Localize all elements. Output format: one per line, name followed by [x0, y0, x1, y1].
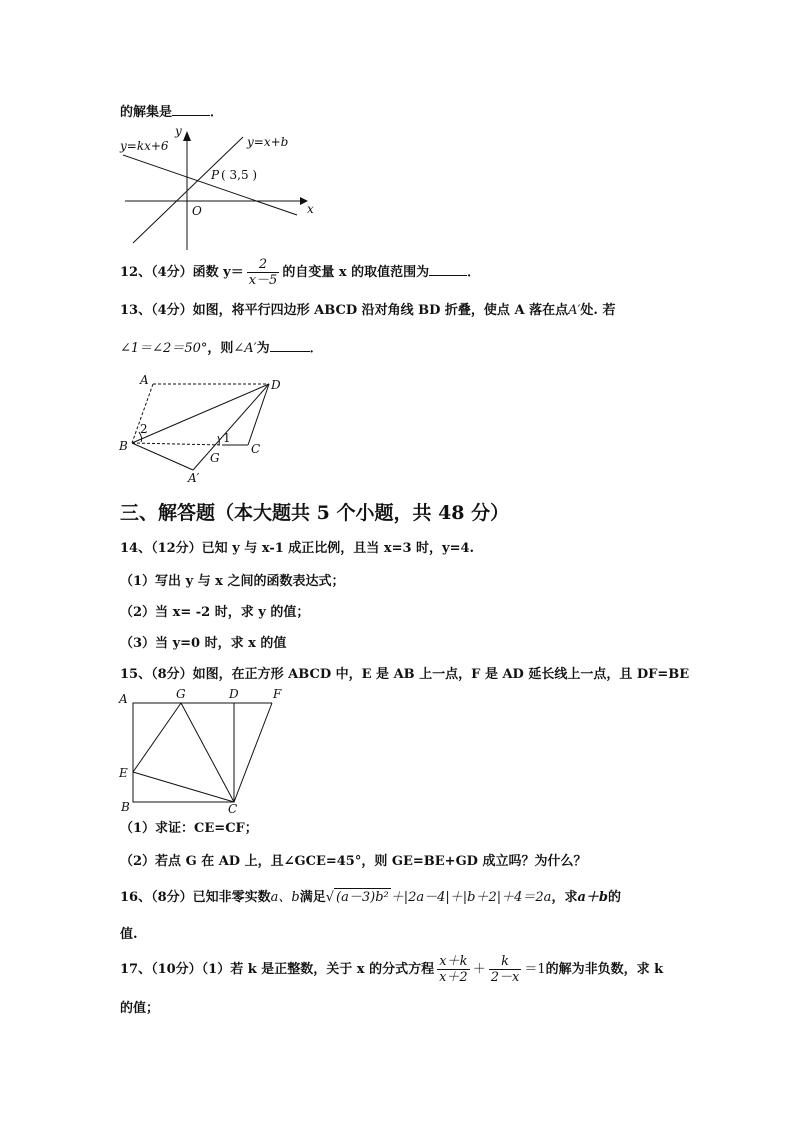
edge-DA2 [193, 384, 269, 470]
q17-line1: 17、（10分）（1）若 k 是正整数，关于 x 的分式方程 $\frac{x+k}{x+2}$ ＋ $\frac{k}{2-x}$ ＝1的解为非负数，求 k [120, 954, 664, 985]
q15-stem: 15、（8分）如图，在正方形 ABCD 中，E 是 AB 上一点，F 是 AD 延长线上一点，且 DF=BE [120, 667, 690, 682]
q15-part2: （2）若点 G 在 AD 上，且∠GCE=45°，则 GE=BE+GD 成立吗？为什么？ [120, 854, 587, 869]
svg-text:D: D [271, 378, 281, 392]
q15-figure [115, 685, 295, 815]
svg-text:1: 1 [223, 431, 231, 445]
point-p-label: P [211, 168, 220, 182]
segment-CF [234, 703, 272, 802]
svg-text:C: C [228, 802, 238, 816]
q16-line2: 值. [120, 927, 138, 942]
edge-BD [132, 384, 269, 443]
section-3-heading: 三、解答题（本大题共 5 个小题，共 48 分） [120, 502, 510, 524]
q13-line1: 13、（4分）如图，将平行四边形 ABCD 沿对角线 BD 折叠，使点 A 落在点A′处. 若 [120, 303, 616, 318]
svg-text:B: B [119, 439, 128, 453]
y-axis-arrow [183, 131, 191, 141]
svg-text:C: C [251, 442, 261, 456]
line-y-kx-6 [123, 155, 297, 215]
q13-line2: ∠1＝∠2＝50°，则∠A′为 ． [120, 341, 323, 356]
point-p-coord: ( 3,5 ) [221, 168, 258, 182]
svg-text:G: G [176, 687, 186, 701]
segment-GE [133, 703, 181, 772]
svg-text:E: E [119, 766, 128, 780]
q12-answer-blank[interactable] [429, 263, 467, 276]
edge-BA2 [132, 443, 193, 470]
q16-line1: 16、（8分）已知非零实数a、b满足√ (a－3)b² ＋|2a－4|＋|b＋2|＋4＝2a，求a＋b的 [120, 890, 621, 905]
q15-part1: （1）求证：CE=CF； [120, 821, 258, 836]
q14-part3: （3）当 y=0 时，求 x 的值 [120, 636, 287, 651]
q14-stem: 14、（12分）已知 y 与 x-1 成正比例，且当 x=3 时，y=4. [120, 541, 475, 556]
svg-text:A: A [119, 692, 128, 706]
q12-line: 12、（4分）函数 y＝ $\frac{2}{x-5}$ 的自变量 x 的取值范围为 ． [120, 257, 481, 288]
svg-text:A′: A′ [188, 471, 200, 485]
svg-text:B: B [121, 800, 130, 814]
svg-text:A: A [140, 373, 149, 387]
q13-answer-blank[interactable] [270, 339, 310, 352]
q11-graph [115, 125, 325, 255]
svg-text:F: F [273, 687, 282, 701]
q11-answer-blank[interactable] [172, 103, 210, 116]
edge-DC [248, 384, 269, 445]
segment-GC [181, 703, 234, 802]
q17-fraction1: $\frac{x+k}{x+2}$ [439, 954, 468, 985]
q17-line2: 的值； [120, 1001, 160, 1016]
q11-answer-line: 的解集是 ． [120, 105, 224, 120]
q11-text: 的解集是 [120, 105, 173, 120]
q17-fraction2: $\frac{k}{2-x}$ [490, 954, 520, 985]
q12-fraction: $\frac{2}{x-5}$ [248, 257, 278, 288]
segment-EC [133, 772, 234, 802]
line1-label: y=kx+6 [120, 139, 169, 153]
y-axis-label: y [175, 124, 182, 138]
q14-part1: （1）写出 y 与 x 之间的函数表达式； [120, 574, 345, 589]
origin-label: O [192, 204, 202, 218]
svg-text:2: 2 [140, 422, 148, 436]
line2-label: y=x+b [247, 135, 289, 149]
x-axis-label: x [307, 202, 314, 216]
svg-text:G: G [210, 451, 220, 465]
svg-text:D: D [229, 687, 239, 701]
q13-figure [115, 370, 295, 485]
edge-BC-dashed [132, 443, 223, 445]
q14-part2: （2）当 x= -2 时，求 y 的值； [120, 605, 310, 620]
